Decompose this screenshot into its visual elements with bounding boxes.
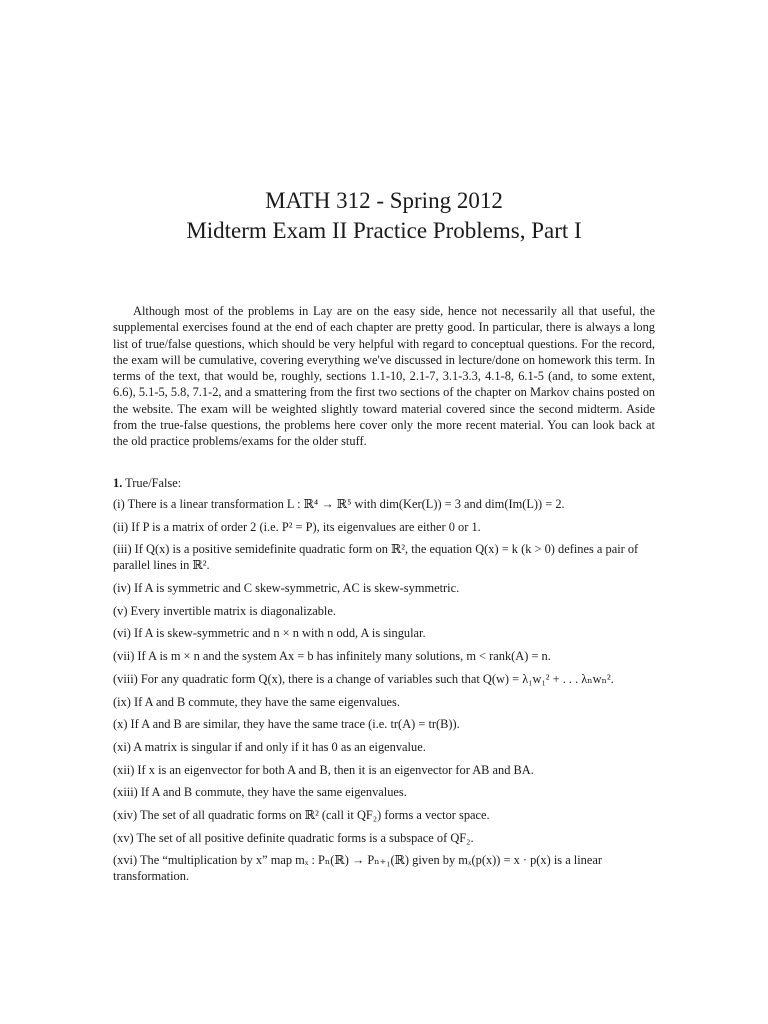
list-item: (i) There is a linear transformation L : ℝ⁴ → ℝ⁵ with dim(Ker(L)) = 3 and dim(Im(L)) = 2. (113, 497, 565, 511)
list-item: (xv) The set of all positive definite quadratic forms is a subspace of QF₂. (113, 830, 474, 845)
list-item: (iv) If A is symmetric and C skew-symmetric, AC is skew-symmetric. (113, 581, 460, 596)
list-item: (xiv) The set of all quadratic forms on ℝ² (call it QF₂) forms a vector space. (113, 807, 490, 822)
list-item: (vii) If A is m × n and the system Ax = b has infinitely many solutions, m < rank(A) = n. (113, 649, 551, 664)
course-title: MATH 312 - Spring 2012 (265, 188, 503, 213)
section-number: 1. (113, 476, 123, 490)
document-title: Midterm Exam II Practice Problems, Part I (186, 218, 582, 243)
section-title: True/False: (125, 476, 182, 490)
section-heading (113, 475, 181, 491)
list-item: (iii) If Q(x) is a positive semidefinite quadratic form on ℝ², the equation Q(x) = k (k > 0) defines a pair of parallel lines in ℝ². (113, 542, 639, 573)
list-item: (xvi) The “multiplication by x” map mₓ : Pₙ(ℝ) → Pₙ₊₁(ℝ) given by mₓ(p(x)) = x · p(x) is a linear transformation. (113, 853, 603, 884)
list-item: (xi) A matrix is singular if and only if it has 0 as an eigenvalue. (113, 739, 426, 754)
list-item: (v) Every invertible matrix is diagonalizable. (113, 603, 336, 618)
true-false-list (113, 496, 658, 891)
list-item: (viii) For any quadratic form Q(x), there is a change of variables such that Q(w) = λ₁w₁² + . . . λₙwₙ². (113, 671, 614, 686)
list-item: (ii) If P is a matrix of order 2 (i.e. P² = P), its eigenvalues are either 0 or 1. (113, 519, 481, 534)
list-item: (x) If A and B are similar, they have the same trace (i.e. tr(A) = tr(B)). (113, 717, 460, 732)
intro-paragraph: Although most of the problems in Lay are on the easy side, hence not necessarily all that useful, the supplemental exercises found at the end of each chapter are pretty good. In particular, there is always a long list of true/false questions, which should be very helpful with regard to conceptual questions. For the record, the exam will be cumulative, covering everything we've discussed in lecture/done on homework this term. In terms of the text, that would be, roughly, sections 1.1-10, 2.1-7, 3.1-3.3, 4.1-8, 6.1-5 (and, to some extent, 6.6), 5.1-5, 5.8, 7.1-2, and a smattering from the first two sections of the chapter on Markov chains posted on the website. The exam will be weighted slightly toward material covered since the second midterm. Aside from the true-false questions, the problems here cover only the more recent material. You can look back at the old practice problems/exams for the older stuff. (113, 304, 655, 449)
list-item: (xii) If x is an eigenvector for both A and B, then it is an eigenvector for AB and BA. (113, 762, 534, 777)
list-item: (vi) If A is skew-symmetric and n × n with n odd, A is singular. (113, 626, 426, 641)
list-item: (xiii) If A and B commute, they have the same eigenvalues. (113, 785, 407, 800)
list-item: (ix) If A and B commute, they have the same eigenvalues. (113, 694, 400, 709)
